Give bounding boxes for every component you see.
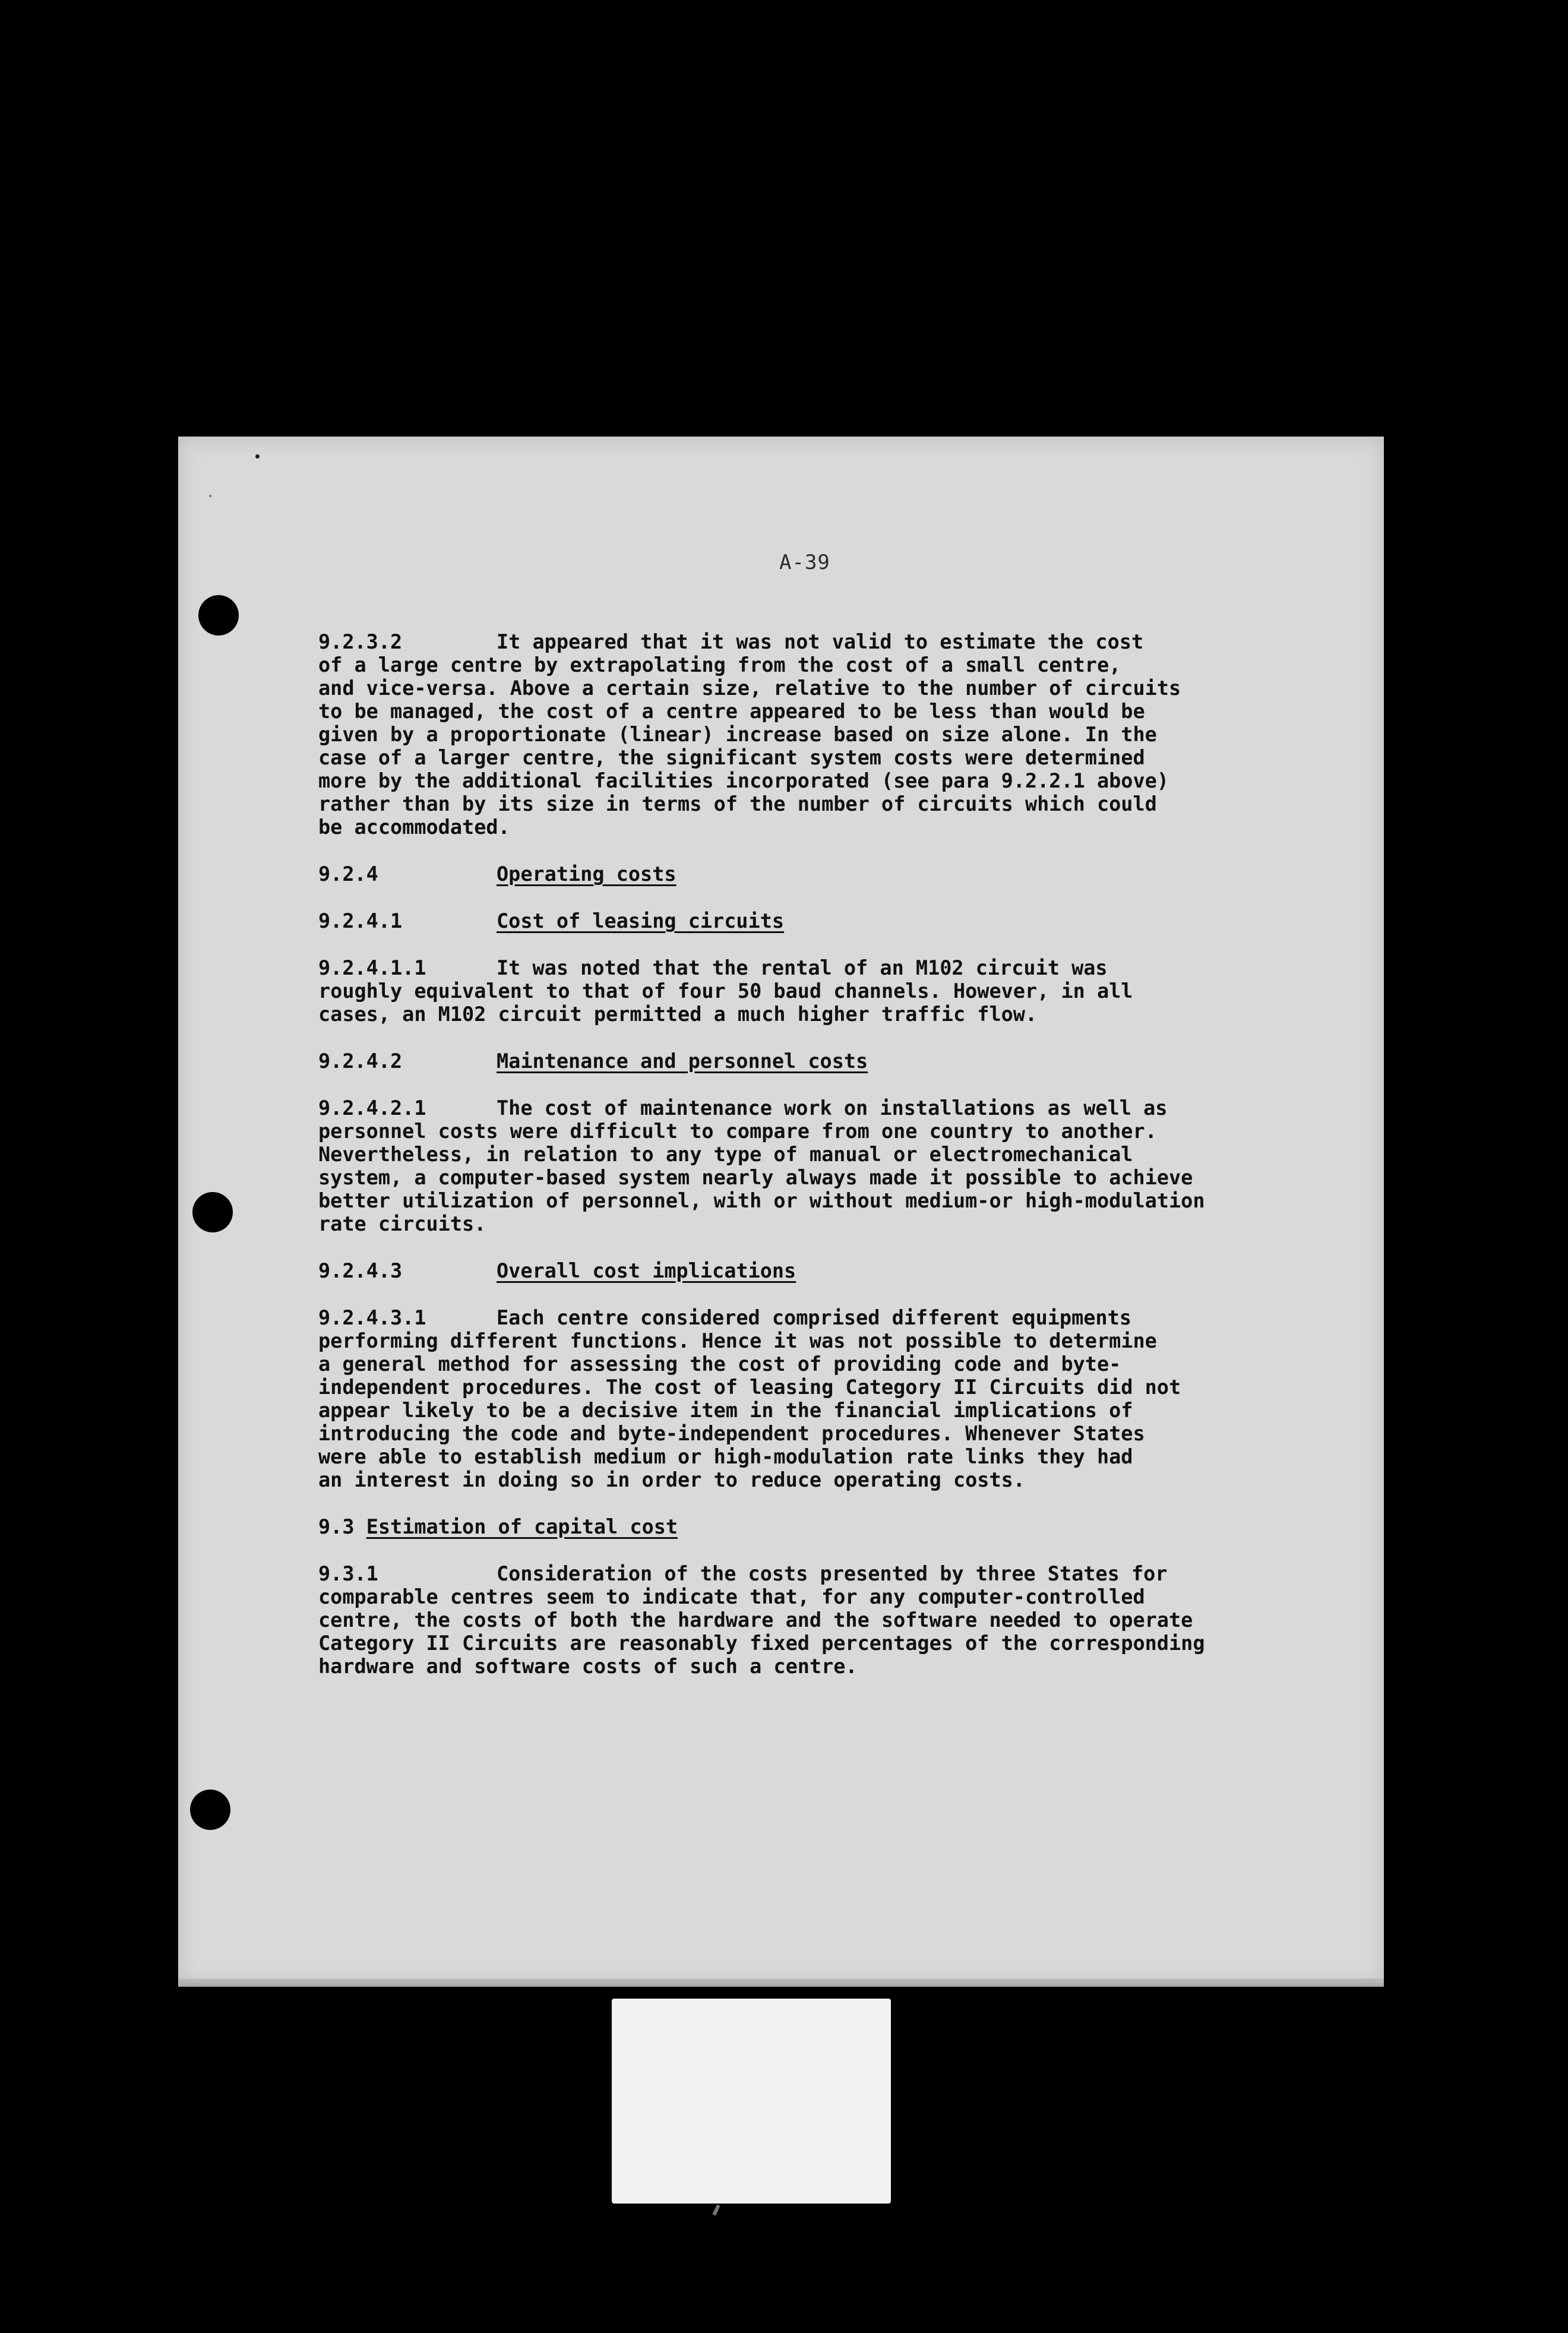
page-bottom-edge: [178, 1978, 1384, 1987]
scan-artifact: [712, 2205, 720, 2216]
punch-hole-middle: [192, 1192, 233, 1232]
section-number: 9.3: [318, 1515, 355, 1538]
section-title: Estimation of capital cost: [366, 1515, 678, 1538]
paragraph-line: comparable centres seem to indicate that, for any computer-controlled: [318, 1585, 1145, 1608]
paragraph-line: of a large centre by extrapolating from the cost of a small centre,: [318, 653, 1121, 676]
punch-hole-bottom: [190, 1790, 230, 1830]
document-body: [318, 630, 1358, 1678]
section-number: 9.2.3.2: [318, 630, 403, 653]
paragraph-line: independent procedures. The cost of leasing Category II Circuits did not: [318, 1376, 1181, 1399]
heading-9-2-4-3: [318, 1259, 1358, 1282]
section-title: Maintenance and personnel costs: [497, 1049, 868, 1073]
section-number: 9.2.4.3.1: [318, 1306, 426, 1329]
paragraph-line: It appeared that it was not valid to estimate the cost: [497, 630, 1144, 653]
paragraph-line: Each centre considered comprised different equipments: [497, 1306, 1131, 1329]
paragraph-line: Category II Circuits are reasonably fixed percentages of the corresponding: [318, 1632, 1205, 1655]
section-number: 9.2.4: [318, 862, 378, 886]
section-title: Overall cost implications: [497, 1259, 796, 1282]
heading-9-2-4-2: [318, 1049, 1358, 1073]
paragraph-line: better utilization of personnel, with or without medium-or high-modulation: [318, 1189, 1205, 1212]
paragraph-line: an interest in doing so in order to reduce operating costs.: [318, 1468, 1025, 1491]
paragraph-9-2-4-3-1: [318, 1306, 1358, 1491]
paragraph-line: more by the additional facilities incorporated (see para 9.2.2.1 above): [318, 769, 1169, 792]
paragraph-line: were able to establish medium or high-modulation rate links they had: [318, 1445, 1133, 1468]
paragraph-line: hardware and software costs of such a centre.: [318, 1655, 858, 1678]
paragraph-line: introducing the code and byte-independent procedures. Whenever States: [318, 1422, 1145, 1445]
paragraph-9-2-4-2-1: [318, 1096, 1358, 1235]
section-number: 9.2.4.1: [318, 909, 403, 932]
page-number: A-39: [779, 551, 830, 574]
paragraph-line: Consideration of the costs presented by three States for: [497, 1562, 1168, 1585]
paragraph-line: It was noted that the rental of an M102 circuit was: [497, 956, 1108, 979]
section-number: 9.2.4.3: [318, 1259, 403, 1282]
paragraph-line: system, a computer-based system nearly always made it possible to achieve: [318, 1166, 1193, 1189]
paragraph-line: Nevertheless, in relation to any type of manual or electromechanical: [318, 1143, 1133, 1166]
paragraph-9-2-4-1-1: [318, 956, 1358, 1026]
section-title: Cost of leasing circuits: [497, 909, 785, 932]
paragraph-9-3-1: [318, 1562, 1358, 1678]
section-number: 9.2.4.2: [318, 1049, 403, 1073]
paragraph-line: appear likely to be a decisive item in the financial implications of: [318, 1399, 1133, 1422]
paragraph-line: performing different functions. Hence it was not possible to determine: [318, 1329, 1157, 1352]
paragraph-line: rate circuits.: [318, 1212, 486, 1235]
paragraph-line: cases, an M102 circuit permitted a much higher traffic flow.: [318, 1003, 1038, 1026]
speck-mark: [255, 454, 260, 459]
section-number: 9.3.1: [318, 1562, 378, 1585]
section-number: 9.2.4.2.1: [318, 1096, 426, 1120]
paragraph-line: case of a larger centre, the significant system costs were determined: [318, 746, 1145, 769]
paragraph-line: given by a proportionate (linear) increase based on size alone. In the: [318, 723, 1157, 746]
paragraph-9-2-3-2: [318, 630, 1358, 839]
paragraph-line: a general method for assessing the cost of providing code and byte-: [318, 1352, 1121, 1376]
paragraph-line: personnel costs were difficult to compare from one country to another.: [318, 1120, 1157, 1143]
paragraph-line: to be managed, the cost of a centre appeared to be less than would be: [318, 700, 1145, 723]
section-title: Operating costs: [497, 862, 676, 886]
speck-mark: [209, 495, 211, 497]
punch-hole-top: [198, 595, 239, 636]
paragraph-line: and vice-versa. Above a certain size, relative to the number of circuits: [318, 676, 1181, 700]
paragraph-line: rather than by its size in terms of the number of circuits which could: [318, 792, 1157, 815]
heading-9-2-4: [318, 862, 1358, 886]
paragraph-line: roughly equivalent to that of four 50 baud channels. However, in all: [318, 979, 1133, 1003]
paragraph-line: be accommodated.: [318, 815, 510, 839]
section-number: 9.2.4.1.1: [318, 956, 426, 979]
paragraph-line: The cost of maintenance work on installations as well as: [497, 1096, 1168, 1120]
paragraph-line: centre, the costs of both the hardware and the software needed to operate: [318, 1608, 1193, 1632]
document-page: [178, 437, 1384, 1987]
heading-9-2-4-1: [318, 909, 1358, 932]
blank-target-card: [612, 1999, 891, 2204]
heading-9-3: [318, 1515, 1358, 1538]
